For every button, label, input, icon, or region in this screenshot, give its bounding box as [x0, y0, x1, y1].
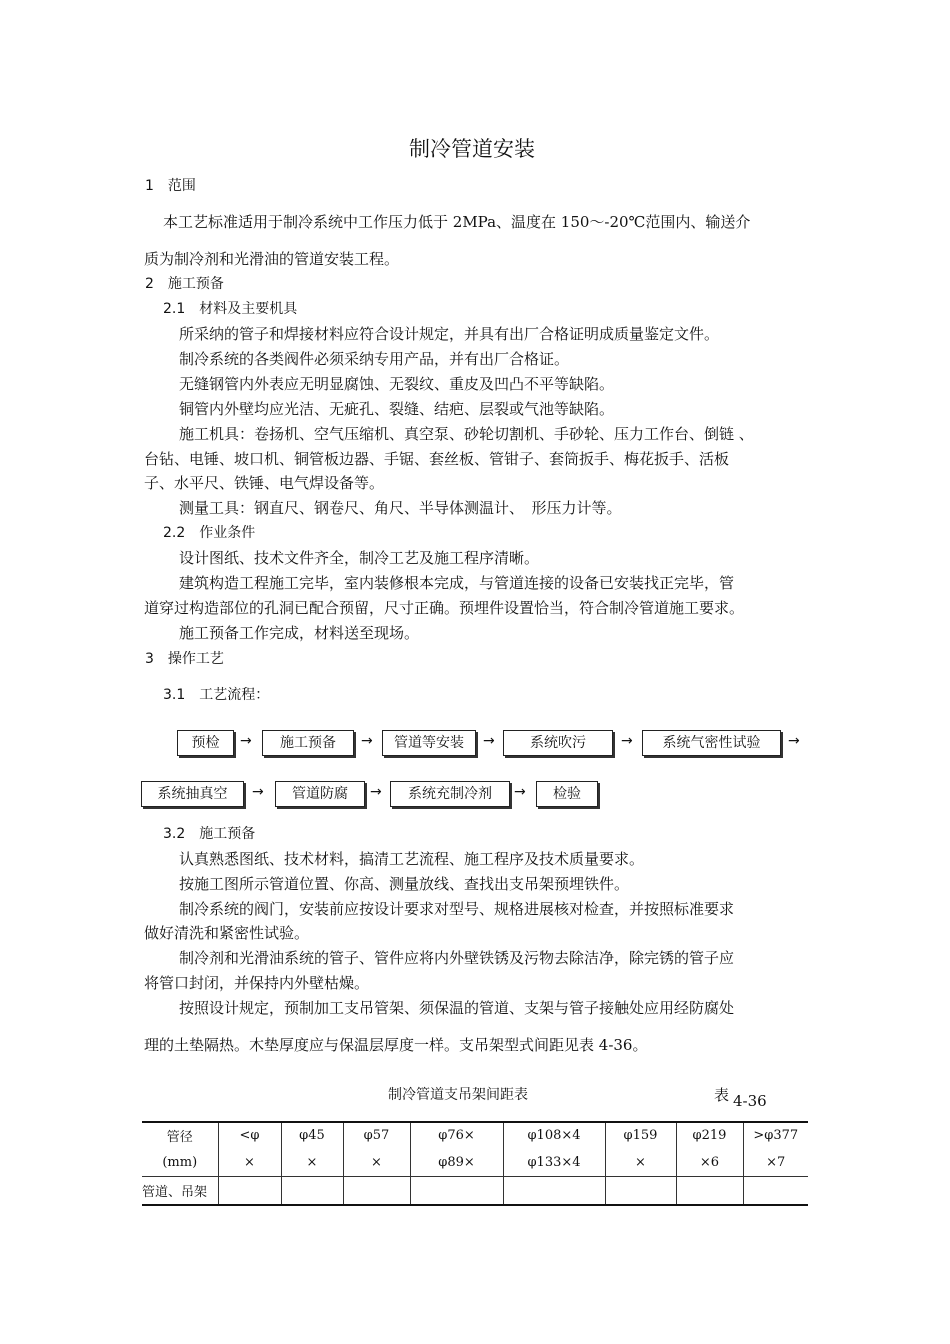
- paragraph-line: 制冷剂和光滑油系统的管子、管件应将内外壁铁锈及污物去除洁净，除完锈的管子应: [179, 949, 735, 967]
- section-heading: 3 操作工艺: [145, 651, 224, 667]
- paragraph-line: 施工机具：卷扬机、空气压缩机、真空泵、砂轮切割机、手砂轮、压力工作台、倒链 、: [179, 425, 754, 443]
- flow-step-box: 管道防腐: [275, 781, 365, 807]
- paragraph-line: 制冷系统的各类阀件必须采纳专用产品，并有出厂合格证。: [179, 350, 570, 368]
- table-cell: [218, 1177, 281, 1206]
- paragraph-line: 子、水平尺、铁锤、电气焊设备等。: [144, 474, 385, 492]
- paragraph-line: 按照设计规定，预制加工支吊管架、须保温的管道、支架与管子接触处应用经防腐处: [179, 999, 735, 1017]
- table-cell: ×6: [676, 1148, 743, 1177]
- paragraph-line: 认真熟悉图纸、技术材料，搞清工艺流程、施工程序及技术质量要求。: [179, 850, 645, 868]
- table-cell: φ76×: [410, 1122, 503, 1148]
- page-title: 制冷管道安装: [409, 137, 535, 161]
- paragraph-line: 设计图纸、技术文件齐全，制冷工艺及施工程序清晰。: [179, 549, 540, 567]
- paragraph-line: 建筑构造工程施工完毕，室内装修根本完成，与管道连接的设备已安装找正完毕，管: [179, 574, 735, 592]
- flow-step-box: 系统气密性试验: [642, 730, 781, 756]
- paragraph-line: 质为制冷剂和光滑油的管道安装工程。: [144, 250, 400, 268]
- table-cell: [281, 1177, 343, 1206]
- table-cell: ×: [343, 1148, 410, 1177]
- table-cell: φ108×4: [503, 1122, 605, 1148]
- table-cell: φ219: [676, 1122, 743, 1148]
- paragraph-line: 测量工具：钢直尺、钢卷尺、角尺、半导体测温计、 形压力计等。: [179, 499, 622, 517]
- flow-step-box: 系统抽真空: [141, 781, 244, 807]
- flow-arrow: →: [361, 733, 373, 749]
- subsection-heading: 3.2 施工预备: [163, 826, 256, 842]
- table-cell: ×7: [743, 1148, 808, 1177]
- table-cell: [410, 1177, 503, 1206]
- table-cell: [605, 1177, 676, 1206]
- table-label: 表: [714, 1086, 730, 1104]
- flow-step-box: 检验: [536, 781, 598, 807]
- flow-step-box: 系统吹污: [503, 730, 613, 756]
- paragraph-line: 无缝钢管内外表应无明显腐蚀、无裂纹、重皮及凹凸不平等缺陷。: [179, 375, 615, 393]
- subsection-heading: 2.2 作业条件: [163, 525, 256, 541]
- subsection-heading: 3.1 工艺流程：: [163, 687, 270, 703]
- table-cell: φ159: [605, 1122, 676, 1148]
- flow-step-box: 系统充制冷剂: [390, 781, 510, 807]
- paragraph-line: 施工预备工作完成，材料送至现场。: [179, 624, 420, 642]
- spacing-table: [142, 1121, 808, 1206]
- table-cell: ×: [218, 1148, 281, 1177]
- table-cell: [343, 1177, 410, 1206]
- flow-arrow: →: [483, 733, 495, 749]
- paragraph-line: 制冷系统的阀门，安装前应按设计要求对型号、规格进展核对检查，并按照标准要求: [179, 900, 735, 918]
- table-caption: 制冷管道支吊架间距表: [388, 1087, 528, 1103]
- paragraph-line: 本工艺标准适用于制冷系统中工作压力低于 2MPa、温度在 150～-20℃范围内、输送介: [163, 213, 751, 231]
- paragraph-line: 理的土垫隔热。木垫厚度应与保温层厚度一样。支吊架型式间距见表 4-36。: [144, 1036, 648, 1054]
- table-cell: (mm): [142, 1148, 218, 1177]
- table-cell: φ45: [281, 1122, 343, 1148]
- paragraph-line: 台钻、电锤、坡口机、铜管板边器、手锯、套丝板、管钳子、套筒扳手、梅花扳手、活板: [144, 450, 730, 468]
- table-cell: 管径: [142, 1122, 218, 1148]
- table-cell: [503, 1177, 605, 1206]
- flow-step-box: 预检: [177, 730, 234, 756]
- table-cell: [676, 1177, 743, 1206]
- paragraph-line: 按施工图所示管道位置、你高、测量放线、查找出支吊架预埋铁件。: [179, 875, 630, 893]
- table-row: [142, 1122, 808, 1148]
- table-row: [142, 1148, 808, 1177]
- flow-arrow: →: [621, 733, 633, 749]
- table-cell: [743, 1177, 808, 1206]
- table-cell: ×: [281, 1148, 343, 1177]
- paragraph-line: 所采纳的管子和焊接材料应符合设计规定，并具有出厂合格证明成质量鉴定文件。: [179, 325, 720, 343]
- table-number: 4-36: [733, 1092, 767, 1110]
- flow-arrow: →: [240, 733, 252, 749]
- flow-arrow: →: [370, 784, 382, 800]
- table-cell: <φ: [218, 1122, 281, 1148]
- table-cell: φ133×4: [503, 1148, 605, 1177]
- table-cell: 管道、吊架: [142, 1177, 218, 1206]
- flow-arrow: →: [788, 733, 800, 749]
- paragraph-line: 道穿过构造部位的孔洞已配合预留，尺寸正确。预埋件设置恰当，符合制冷管道施工要求。: [144, 599, 745, 617]
- table-row: [142, 1177, 808, 1206]
- table-cell: φ89×: [410, 1148, 503, 1177]
- paragraph-line: 做好清洗和紧密性试验。: [144, 924, 310, 942]
- table-cell: ×: [605, 1148, 676, 1177]
- flow-step-box: 管道等安装: [382, 730, 476, 756]
- table-cell: >φ377: [743, 1122, 808, 1148]
- paragraph-line: 将管口封闭，并保持内外壁枯燥。: [144, 974, 370, 992]
- flow-arrow: →: [252, 784, 264, 800]
- paragraph-line: 铜管内外壁均应光洁、无疵孔、裂缝、结疤、层裂或气池等缺陷。: [179, 400, 615, 418]
- subsection-heading: 2.1 材料及主要机具: [163, 301, 298, 317]
- flow-step-box: 施工预备: [262, 730, 354, 756]
- section-heading: 2 施工预备: [145, 276, 224, 292]
- flow-arrow: →: [514, 784, 526, 800]
- section-heading: 1 范围: [145, 178, 196, 194]
- table-cell: φ57: [343, 1122, 410, 1148]
